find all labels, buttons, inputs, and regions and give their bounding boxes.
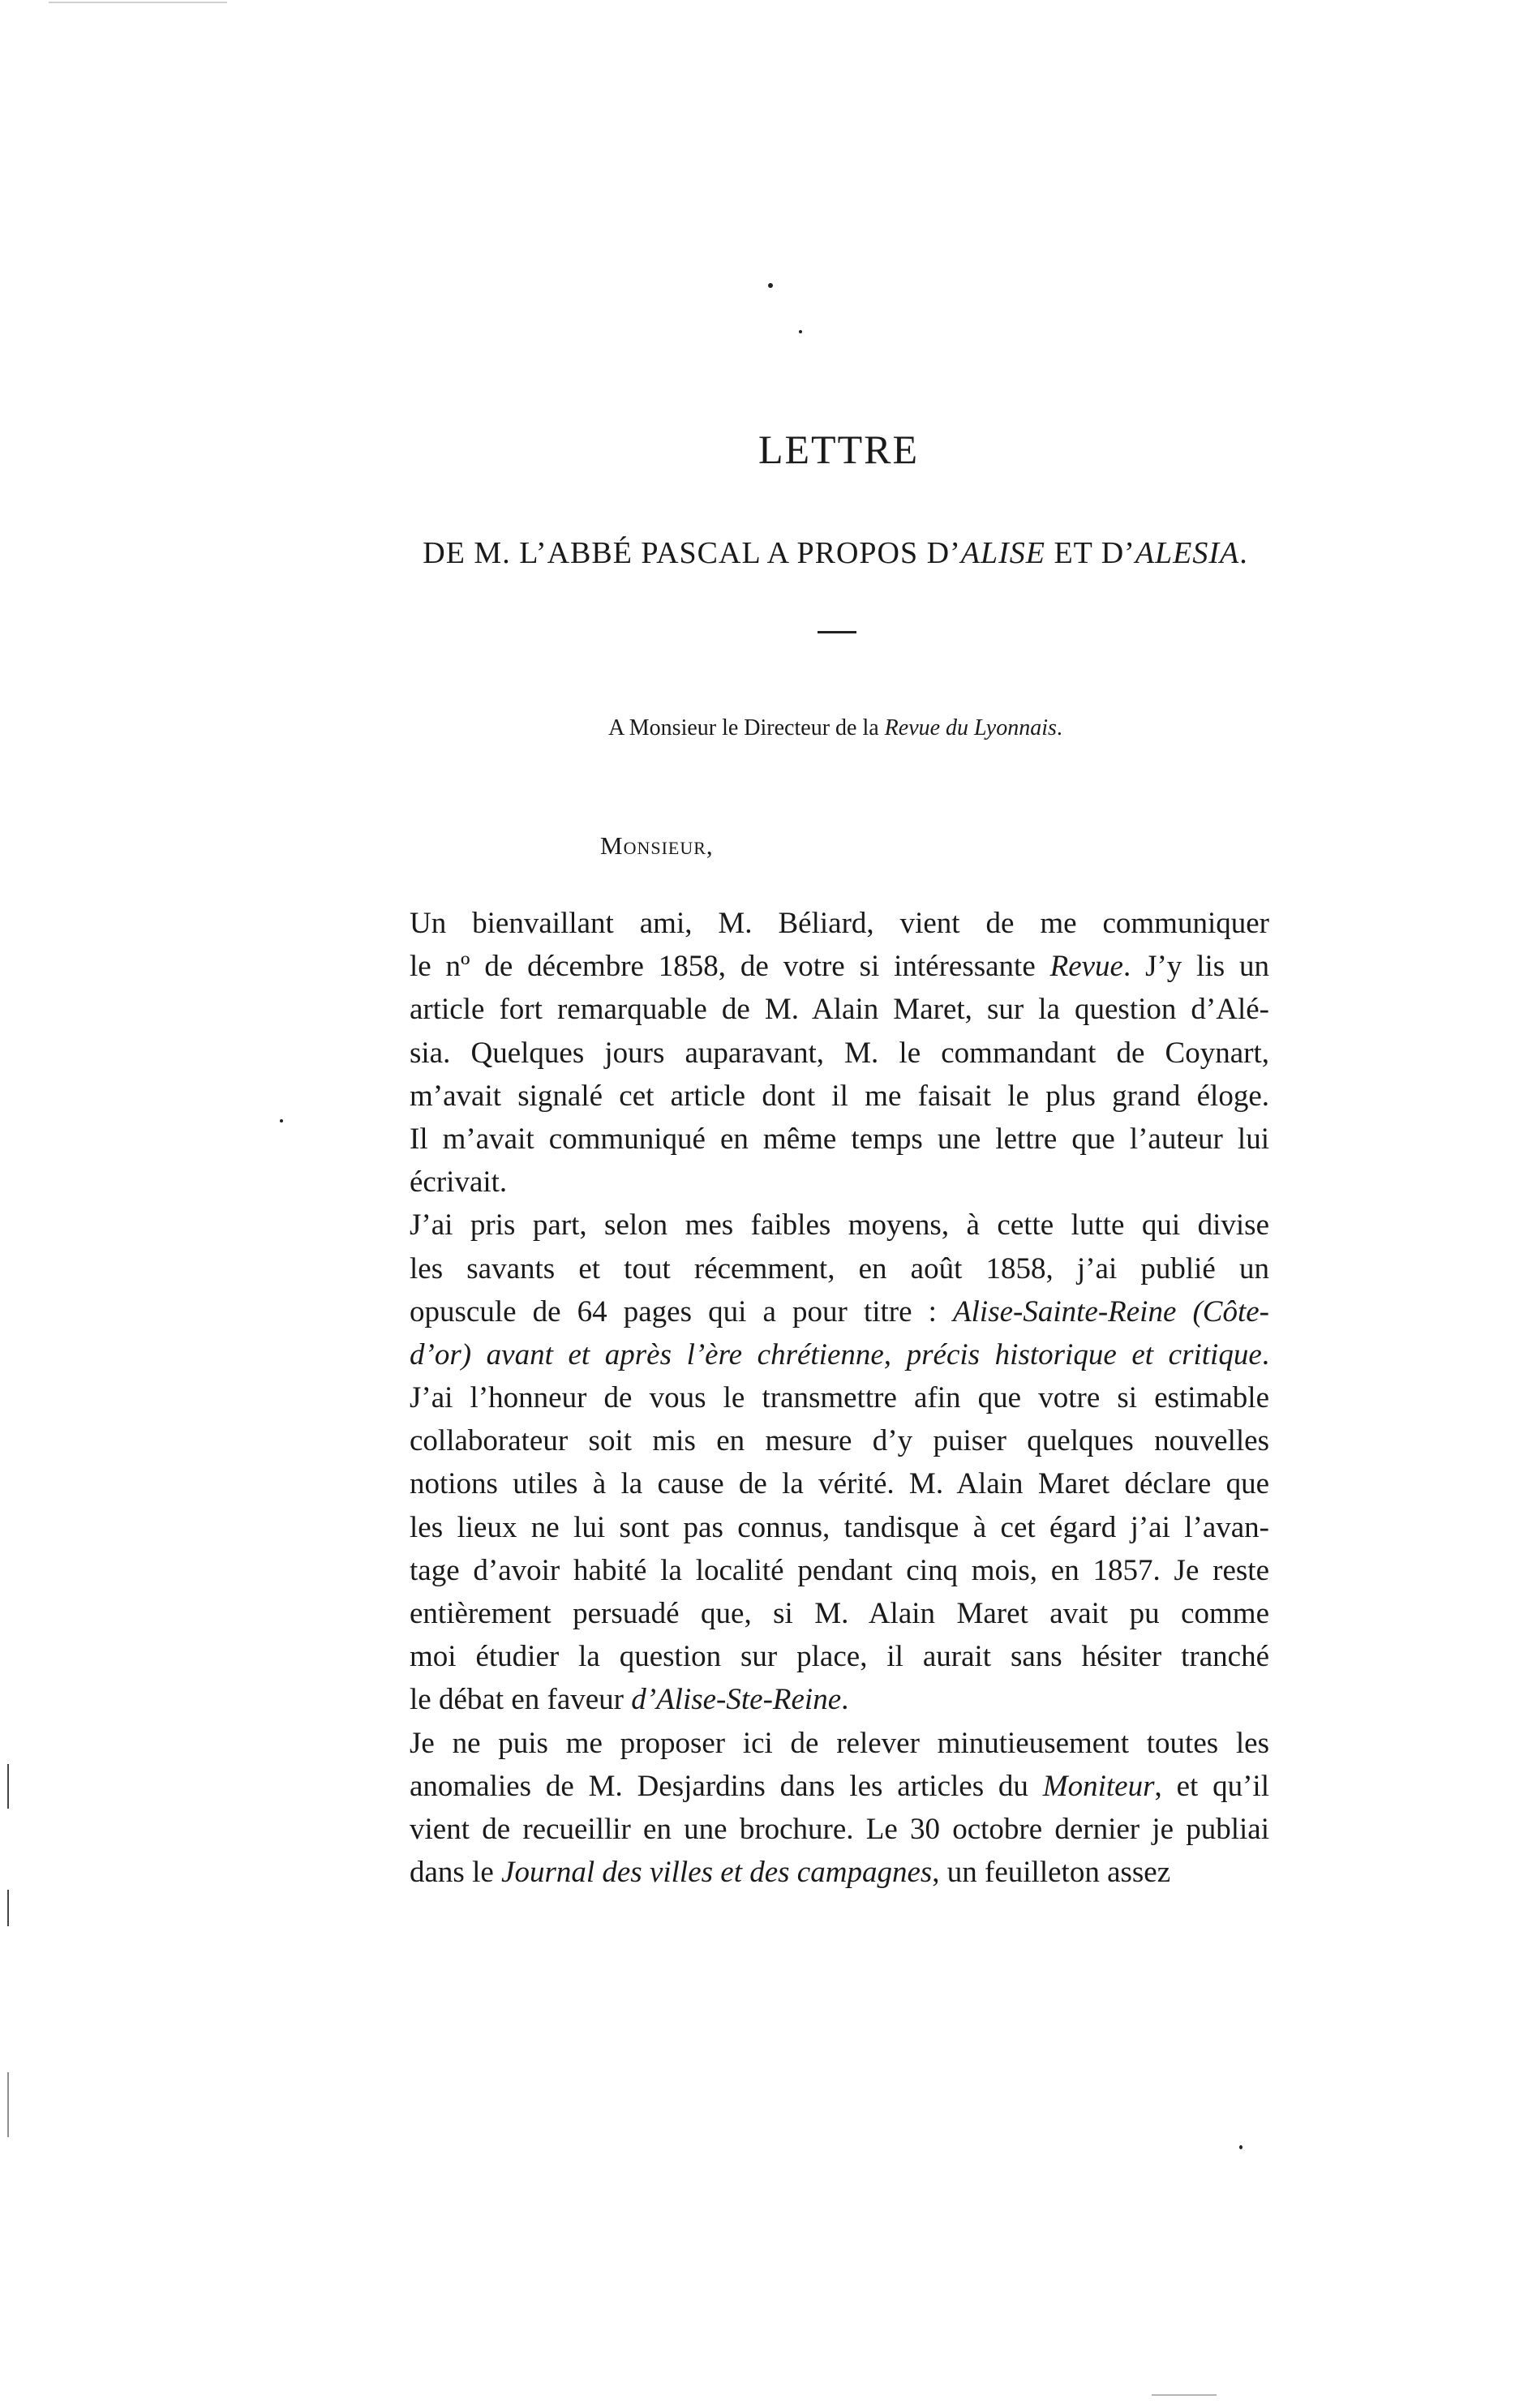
subtitle-italic-alise: ALISE xyxy=(960,536,1045,570)
subtitle-middle: ET D’ xyxy=(1045,536,1135,570)
italic-text: Alise-Sainte-Reine (Côte- xyxy=(953,1294,1270,1328)
scan-edge-mark xyxy=(7,1890,9,1926)
text-run: sia. Quelques jours auparavant, M. le commandant de Coynart, xyxy=(410,1036,1269,1070)
text-run: . J’y lis un xyxy=(1122,950,1269,984)
paragraph xyxy=(410,1204,1269,1721)
text-run: , un feuilleton assez xyxy=(932,1856,1171,1890)
address-line xyxy=(535,715,1135,741)
text-line xyxy=(410,1635,1269,1678)
text-line xyxy=(410,1204,1269,1247)
text-run: m’avait signalé cet article dont il me faisait le plus grand éloge. xyxy=(410,1079,1269,1113)
salutation: Monsieur, xyxy=(600,831,714,860)
address-italic: Revue du Lyonnais xyxy=(884,715,1057,740)
section-divider xyxy=(818,631,856,633)
subtitle-prefix: DE M. L’ABBÉ PASCAL A PROPOS D’ xyxy=(423,536,961,570)
text-run: dans le xyxy=(410,1856,502,1890)
text-run: . xyxy=(841,1683,849,1717)
text-run: collaborateur soit mis en mesure d’y puiser quelques nouvelles xyxy=(410,1424,1269,1458)
paragraph xyxy=(410,1722,1269,1895)
scan-speck xyxy=(280,1119,283,1122)
letter-body xyxy=(410,902,1269,1894)
scan-speck xyxy=(1239,2145,1242,2149)
italic-text: Revue xyxy=(1049,950,1123,984)
address-suffix: . xyxy=(1056,715,1062,740)
scan-edge-mark xyxy=(49,2,227,3)
text-line xyxy=(410,1075,1269,1118)
page-title: LETTRE xyxy=(758,427,920,472)
page-subtitle xyxy=(397,535,1273,571)
text-run: anomalies de M. Desjardins dans les articles du xyxy=(410,1769,1043,1803)
text-line xyxy=(410,1333,1269,1376)
text-run: le nº de décembre 1858, de votre si intéressante xyxy=(410,950,1050,984)
text-run: , et qu’il xyxy=(1154,1769,1269,1803)
scan-edge-mark xyxy=(7,1764,9,1809)
text-line xyxy=(410,1506,1269,1549)
text-line xyxy=(410,1376,1269,1419)
text-run: article fort remarquable de M. Alain Maret, sur la question d’Alé- xyxy=(410,993,1269,1027)
text-line xyxy=(410,945,1269,988)
italic-text: Journal des villes et des campagnes xyxy=(501,1856,933,1890)
address-prefix: A Monsieur le Directeur de la xyxy=(608,715,885,740)
text-line xyxy=(410,1851,1269,1894)
text-run: tage d’avoir habité la localité pendant cinq mois, en 1857. Je reste xyxy=(410,1553,1269,1587)
text-run: moi étudier la question sur place, il aurait sans hésiter tranché xyxy=(410,1640,1269,1674)
text-line xyxy=(410,1032,1269,1075)
subtitle-italic-alesia: ALESIA xyxy=(1135,536,1240,570)
text-run: les lieux ne lui sont pas connus, tandisque à cet égard j’ai l’avan- xyxy=(410,1510,1269,1544)
text-line xyxy=(410,1678,1269,1721)
scan-speck xyxy=(768,283,773,288)
paragraph xyxy=(410,902,1269,1204)
scan-edge-mark xyxy=(7,2072,9,2137)
text-run: le débat en faveur xyxy=(410,1683,632,1717)
text-run: les savants et tout récemment, en août 1858, j’ai publié un xyxy=(410,1251,1269,1286)
scan-edge-mark xyxy=(1152,2394,1217,2396)
text-run: entièrement persuadé que, si M. Alain Maret avait pu comme xyxy=(410,1597,1269,1630)
italic-text: d’or) avant et après l’ère chrétienne, précis historique et critique xyxy=(410,1337,1262,1371)
text-line xyxy=(410,1549,1269,1592)
text-run: . xyxy=(1261,1337,1269,1371)
text-line xyxy=(410,1722,1269,1765)
text-line xyxy=(410,1592,1269,1635)
text-line xyxy=(410,1462,1269,1505)
subtitle-suffix: . xyxy=(1239,536,1248,570)
text-run: Je ne puis me proposer ici de relever minutieusement toutes les xyxy=(410,1726,1269,1760)
italic-text: d’Alise-Ste-Reine xyxy=(631,1683,842,1717)
text-run: J’ai pris part, selon mes faibles moyens, à cette lutte qui divise xyxy=(410,1208,1269,1243)
text-line xyxy=(410,1765,1269,1808)
text-line xyxy=(410,1808,1269,1851)
text-line xyxy=(410,1290,1269,1333)
text-line xyxy=(410,988,1269,1031)
text-line xyxy=(410,1118,1269,1161)
text-line xyxy=(410,1161,1269,1204)
text-run: Il m’avait communiqué en même temps une lettre que l’auteur lui xyxy=(410,1122,1269,1156)
text-run: Un bienvaillant ami, M. Béliard, vient de me communiquer xyxy=(410,907,1269,940)
text-run: notions utiles à la cause de la vérité. M. Alain Maret déclare que xyxy=(410,1467,1269,1501)
text-line xyxy=(410,1419,1269,1462)
text-run: vient de recueillir en une brochure. Le 30 octobre dernier je publiai xyxy=(410,1812,1269,1846)
text-run: écrivait. xyxy=(410,1165,508,1200)
text-line xyxy=(410,1247,1269,1290)
italic-text: Moniteur xyxy=(1042,1769,1155,1803)
scan-speck xyxy=(799,330,802,333)
text-run: opuscule de 64 pages qui a pour titre : xyxy=(410,1294,954,1328)
text-line xyxy=(410,902,1269,945)
text-run: J’ai l’honneur de vous le transmettre afin que votre si estimable xyxy=(410,1381,1269,1415)
